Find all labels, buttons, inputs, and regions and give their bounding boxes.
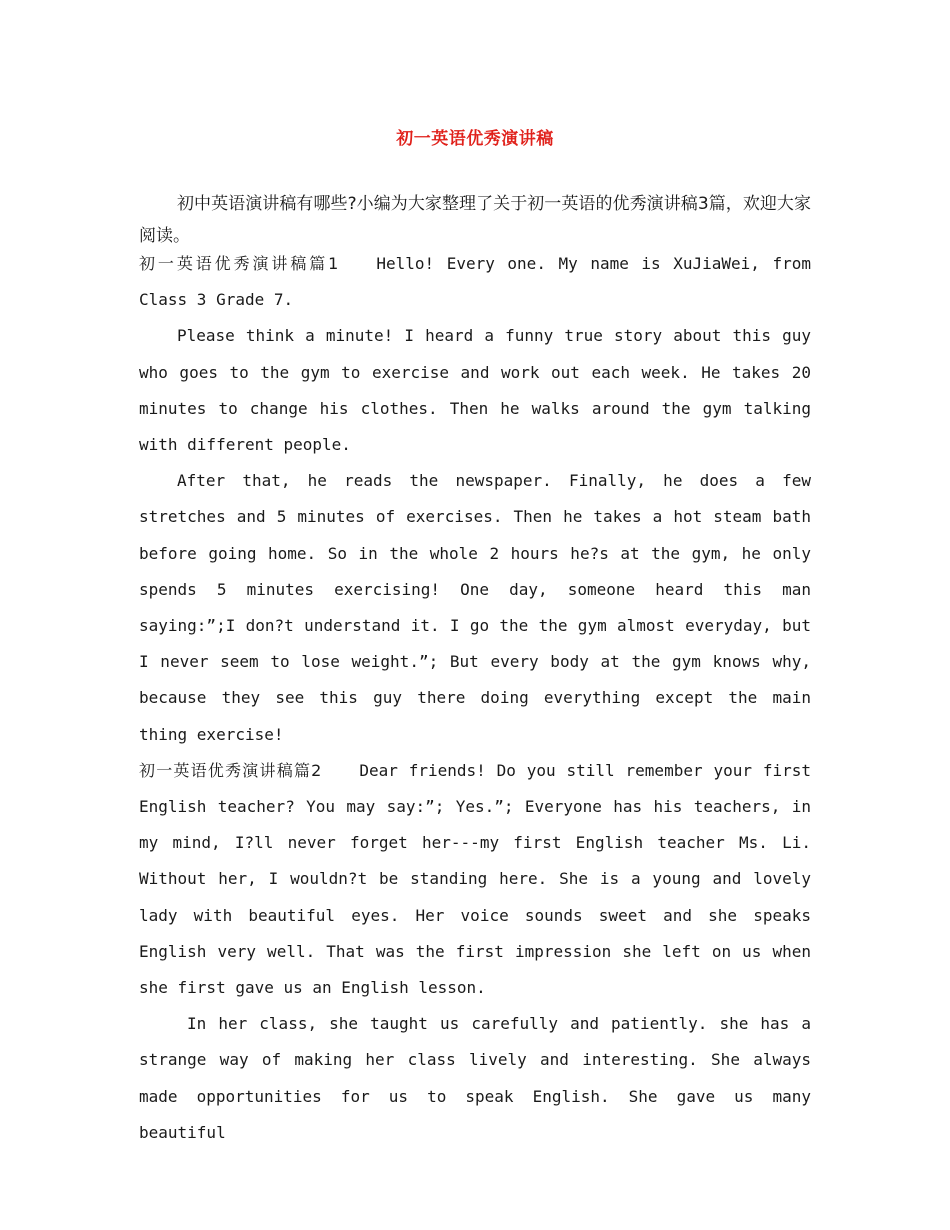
speech-2-opening-paragraph [139, 753, 811, 1006]
speech-1-paragraph-2: Please think a minute! I heard a funny true story about this guy who goes to the gym to exercise and work out each week. He takes 20 minutes to change his clothes. Then he walks around the gym talking with different people. [139, 326, 811, 455]
speech-1-opening: Hello! Every one. My name is XuJiaWei, from Class 3 Grade 7. [139, 254, 811, 310]
speech-1-paragraph-3: After that, he reads the newspaper. Finally, he does a few stretches and 5 minutes of exercises. Then he takes a hot steam bath before going home. So in the whole 2 hours he?s at the gym, he only spends 5 minutes exercising! One day, someone heard this man saying:”;I don?t understand it. I go the the gym almost everyday, but I never seem to lose weight.”; But every body at the gym knows why, because they see this guy there doing everything except the main thing exercise! [139, 471, 811, 744]
speech-1-heading: 初一英语优秀演讲稿篇1 [139, 254, 339, 273]
speech-2-heading: 初一英语优秀演讲稿篇2 [139, 760, 322, 780]
intro-paragraph: 初中英语演讲稿有哪些?小编为大家整理了关于初一英语的优秀演讲稿3篇，欢迎大家阅读。 [139, 194, 811, 246]
speech-1-opening-paragraph [139, 246, 811, 318]
document-title: 初一英语优秀演讲稿 [396, 129, 554, 149]
speech-2-opening: Dear friends! Do you still remember your first English teacher? You may say:”; Yes.”; Everyone has his teachers, in my mind, I?ll never forget her---my first English teacher Ms. Li. Without her, I wouldn?t be standing here. She is a young and lovely lady with beautiful eyes. Her voice sounds sweet and she speaks English very well. That was the first impression she left on us when she first gave us an English lesson. [139, 760, 811, 998]
document-body [139, 188, 811, 1151]
speech-2-paragraph-2: In her class, she taught us carefully and patiently. she has a strange way of making her class lively and interesting. She always made opportunities for us to speak English. She gave us many beautiful [139, 1014, 811, 1142]
